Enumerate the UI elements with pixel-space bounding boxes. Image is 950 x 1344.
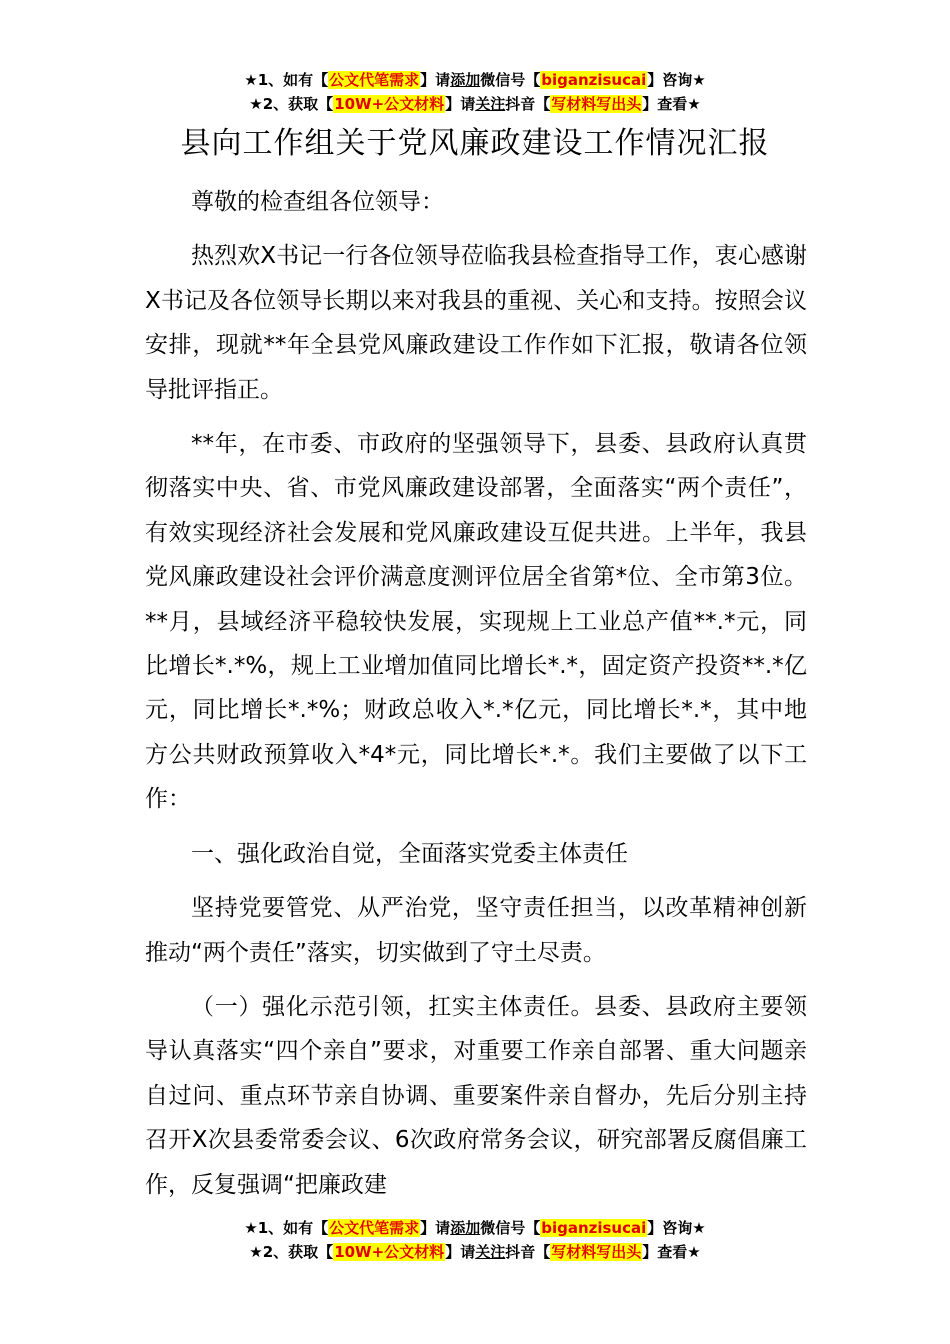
paragraph-section-intro: 坚持党要管党、从严治党，坚守责任担当，以改革精神创新推动“两个责任”落实，切实做到了守土尽责。 <box>145 895 807 966</box>
banner-text: 】请 <box>420 71 451 89</box>
banner-highlight: 10W+公文材料 <box>334 95 445 113</box>
banner-highlight: biganzisucai <box>541 1219 647 1237</box>
banner-highlight: 公文代笔需求 <box>329 71 420 89</box>
banner-text: 】查看★ <box>642 95 701 113</box>
banner-underline: 添加 <box>450 1219 481 1237</box>
banner-line-2 <box>0 1240 950 1264</box>
banner-line-2 <box>0 92 950 116</box>
document-body <box>145 180 807 1207</box>
salutation: 尊敬的检查组各位领导： <box>191 189 444 215</box>
banner-highlight: 10W+公文材料 <box>334 1243 445 1261</box>
banner-text: ★2、获取【 <box>249 1243 334 1261</box>
document-title: 县向工作组关于党风廉政建设工作情况汇报 <box>180 126 770 161</box>
banner-underline: 关注 <box>475 1243 506 1261</box>
banner-highlight: 公文代笔需求 <box>329 1219 420 1237</box>
paragraph-intro: 热烈欢X书记一行各位领导莅临我县检查指导工作，衷心感谢X书记及各位领导长期以来对我县的重视、关心和支持。按照会议安排，现就**年全县党风廉政建设工作作如下汇报，敬请各位领导批评指正。 <box>145 243 807 403</box>
banner-text: 】咨询★ <box>647 1219 706 1237</box>
banner-text: 】查看★ <box>642 1243 701 1261</box>
footer-banner <box>0 1216 950 1264</box>
banner-text: 微信号【 <box>480 71 541 89</box>
paragraph-subsection-1: （一）强化示范引领，扛实主体责任。县委、县政府主要领导认真落实“四个亲自”要求，对重要工作亲自部署、重大问题亲自过问、重点环节亲自协调、重要案件亲自督办，先后分别主持召开X次县委常委会议、6次政府常务会议，研究部署反腐倡廉工作，反复强调“把廉政建 <box>145 993 807 1198</box>
banner-line-1 <box>0 1216 950 1240</box>
banner-text: 抖音【 <box>505 95 551 113</box>
banner-text: 抖音【 <box>505 1243 551 1261</box>
banner-highlight: biganzisucai <box>541 71 647 89</box>
header-banner <box>0 68 950 116</box>
banner-highlight: 写材料写出头 <box>551 95 642 113</box>
banner-underline: 关注 <box>475 95 506 113</box>
banner-text: 】请 <box>445 95 476 113</box>
banner-text: ★2、获取【 <box>249 95 334 113</box>
banner-line-1 <box>0 68 950 92</box>
banner-text: ★1、如有【 <box>244 71 329 89</box>
banner-text: 】请 <box>445 1243 476 1261</box>
banner-highlight: 写材料写出头 <box>551 1243 642 1261</box>
banner-underline: 添加 <box>450 71 481 89</box>
paragraph-overview: **年，在市委、市政府的坚强领导下，县委、县政府认真贯彻落实中央、省、市党风廉政建设部署，全面落实“两个责任”，有效实现经济社会发展和党风廉政建设互促共进。上半年，我县党风廉政建设社会评价满意度测评位居全省第*位、全市第3位。**月，县域经济平稳较快发展，实现规上工业总产值**.*元，同比增长*.*%，规上工业增加值同比增长*.*，固定资产投资**.*亿元，同比增长*.*%；财政总收入*.*亿元，同比增长*.*，其中地方公共财政预算收入*4*元，同比增长*.*。我们主要做了以下工作： <box>145 431 807 813</box>
section-heading: 一、强化政治自觉，全面落实党委主体责任 <box>191 840 628 867</box>
banner-text: ★1、如有【 <box>244 1219 329 1237</box>
banner-text: 】咨询★ <box>647 71 706 89</box>
banner-text: 】请 <box>420 1219 451 1237</box>
banner-text: 微信号【 <box>480 1219 541 1237</box>
